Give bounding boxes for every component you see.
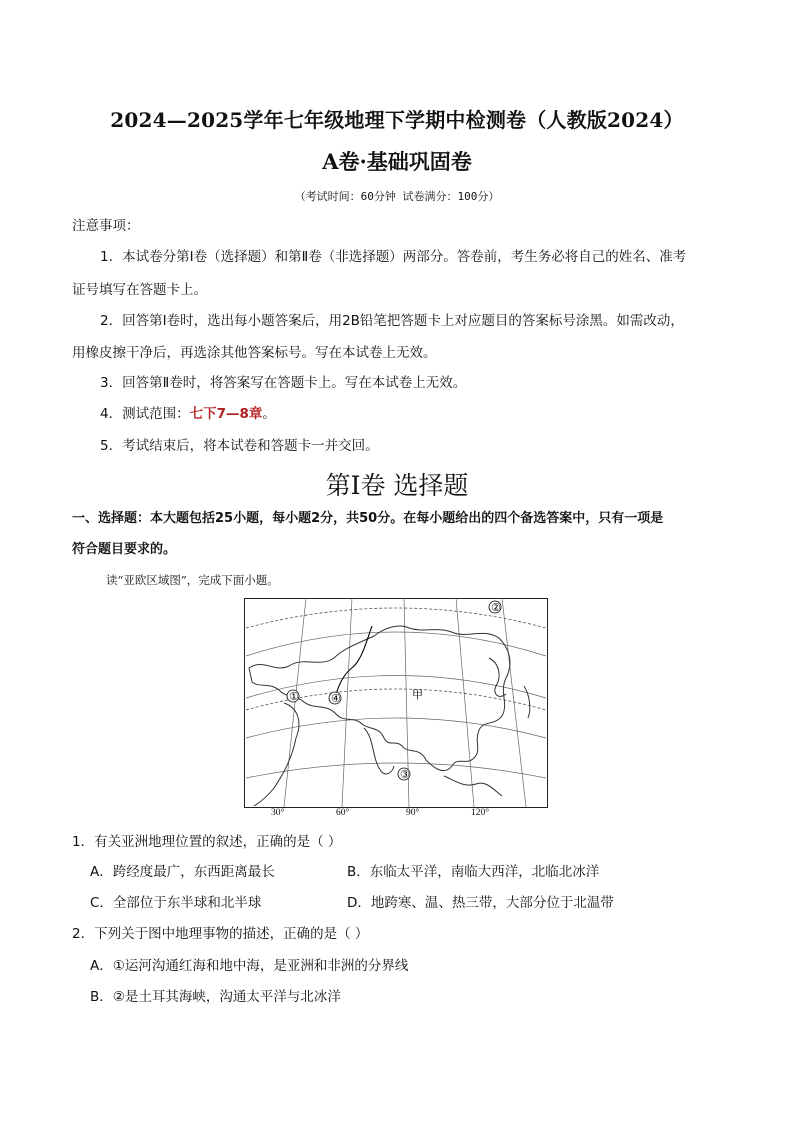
q1-option-b: B．东临太平洋，南临大西洋，北临北冰洋 <box>347 864 600 880</box>
tick-60: 60° <box>336 808 350 818</box>
q2-stem: 2．下列关于图中地理事物的描述，正确的是（ ） <box>72 926 369 942</box>
section-instructions-line1: 一、选择题：本大题包括25小题，每小题2分，共50分。在每小题给出的四个备选答案中，只有一项是 <box>72 511 664 526</box>
label-4: ④ <box>331 693 341 705</box>
label-2: ② <box>491 602 501 614</box>
exam-subtitle: A卷·基础巩固卷 <box>322 149 472 174</box>
q1-option-d: D．地跨寒、温、热三带，大部分位于北温带 <box>347 895 614 911</box>
section-title: 第Ⅰ卷 选择题 <box>325 471 469 500</box>
notice-item4 <box>100 404 276 424</box>
tick-90: 90° <box>406 808 420 818</box>
notice-item2-line1: 2．回答第Ⅰ卷时，选出每小题答案后，用2B铅笔把答题卡上对应题目的答案标号涂黑。如需改动， <box>100 313 684 329</box>
asia-europe-map <box>244 598 548 818</box>
notice-item1-line1: 1．本试卷分第Ⅰ卷（选择题）和第Ⅱ卷（非选择题）两部分。答卷前，考生务必将自己的姓名、准考 <box>100 249 687 265</box>
label-3: ③ <box>400 769 410 781</box>
q1-option-c: C．全部位于东半球和北半球 <box>90 895 262 911</box>
tick-30: 30° <box>271 808 285 818</box>
exam-info: （考试时间：60分钟 试卷满分：100分） <box>294 190 500 203</box>
notice-item4-suffix: 。 <box>262 406 276 422</box>
figure-caption: 读“亚欧区域图”，完成下面小题。 <box>106 573 279 587</box>
label-1: ① <box>289 691 299 703</box>
section-instructions-line2: 符合题目要求的。 <box>72 542 177 557</box>
q2-option-a: A．①运河沟通红海和地中海，是亚洲和非洲的分界线 <box>90 958 409 974</box>
notice-item5: 5．考试结束后，将本试卷和答题卡一并交回。 <box>100 438 379 454</box>
q2-option-b: B．②是土耳其海峡，沟通太平洋与北冰洋 <box>90 989 341 1005</box>
notice-item3: 3．回答第Ⅱ卷时，将答案写在答题卡上。写在本试卷上无效。 <box>100 375 467 391</box>
map-svg <box>244 598 548 818</box>
tick-120: 120° <box>471 808 490 818</box>
exam-title: 2024—2025学年七年级地理下学期中检测卷（人教版2024） <box>110 108 684 132</box>
q1-option-a: A．跨经度最广，东西距离最长 <box>90 864 275 880</box>
q1-stem: 1．有关亚洲地理位置的叙述，正确的是（ ） <box>72 834 342 850</box>
notice-item2-line2: 用橡皮擦干净后，再选涂其他答案标号。写在本试卷上无效。 <box>72 345 437 361</box>
notice-item4-prefix: 4．测试范围： <box>100 406 190 422</box>
label-jia: 甲 <box>412 688 423 701</box>
test-range: 七下7—8章 <box>189 406 263 422</box>
notice-item1-line2: 证号填写在答题卡上。 <box>72 282 207 298</box>
notice-heading: 注意事项： <box>72 218 140 234</box>
